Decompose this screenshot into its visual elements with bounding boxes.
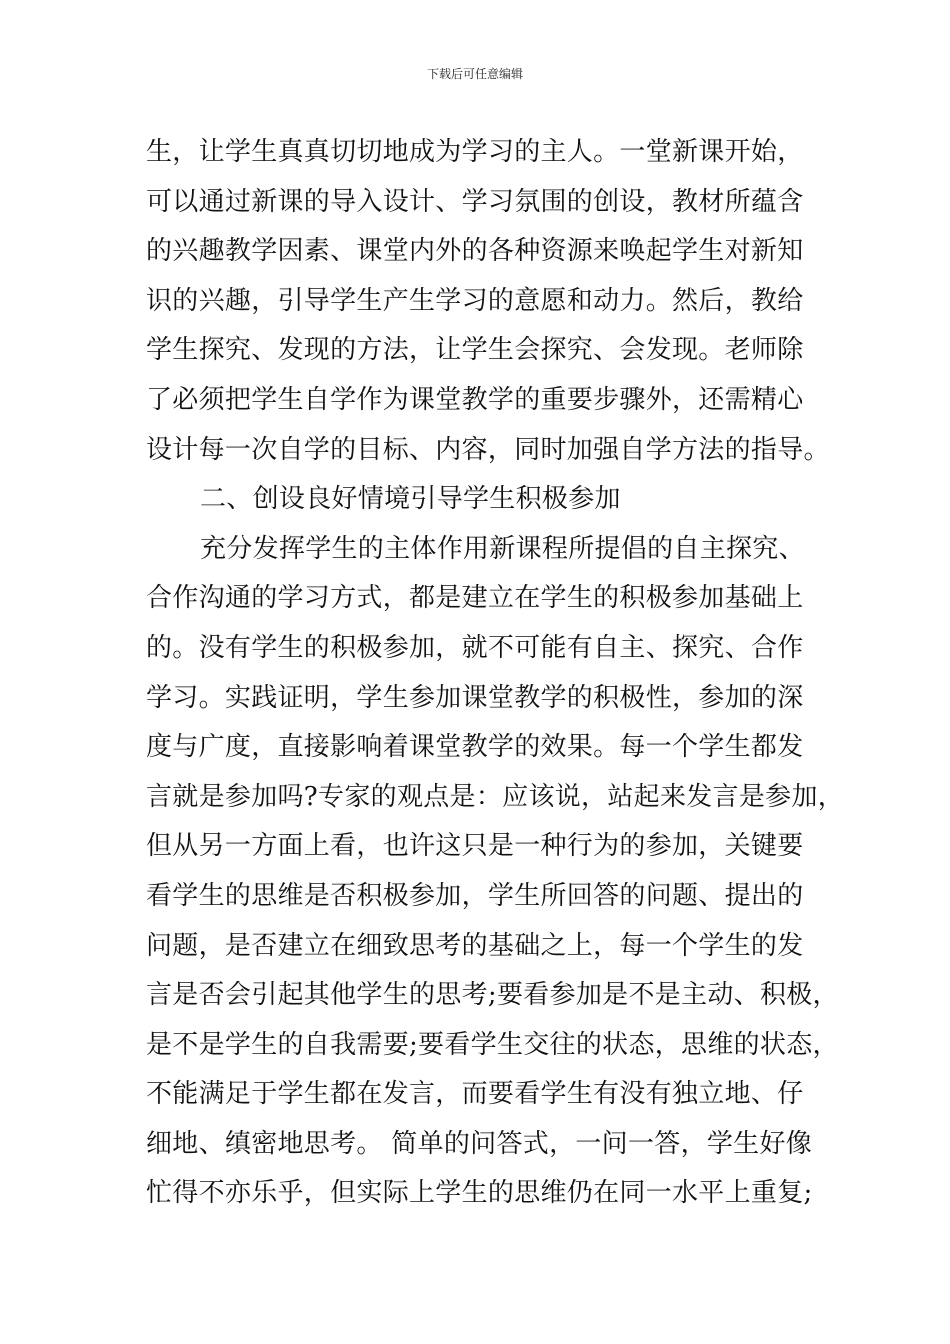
text-line: 问题，是否建立在细致思考的基础之上，每一个学生的发: [146, 930, 804, 961]
section-heading: [146, 475, 816, 525]
paragraph-1: [146, 128, 830, 475]
text-line: 细地、缜密地思考。 简单的问答式，一问一答，学生好像: [146, 1128, 813, 1159]
text-line: 看学生的思维是否积极参加，学生所回答的问题、提出的: [146, 880, 804, 911]
text-line: 但从另一方面上看，也许这只是一种行为的参加，关键要: [146, 831, 804, 862]
text-line: 学习。实践证明，学生参加课堂教学的积极性，参加的深: [146, 682, 804, 713]
text-line: 合作沟通的学习方式，都是建立在学生的积极参加基础上: [146, 583, 804, 614]
text-line: 不能满足于学生都在发言，而要看学生有没有独立地、仔: [146, 1079, 804, 1110]
text-line: 度与广度，直接影响着课堂教学的效果。每一个学生都发: [146, 732, 804, 763]
text-line: 充分发挥学生的主体作用新课程所提倡的自主探究、: [200, 533, 805, 564]
document-body: [146, 128, 845, 1219]
text-line: 是不是学生的自我需要;要看学生交往的状态，思维的状态，: [146, 1029, 839, 1060]
text-line: 识的兴趣，引导学生产生学习的意愿和动力。然后，教给: [146, 285, 804, 316]
text-line: 生，让学生真真切切地成为学习的主人。一堂新课开始，: [146, 137, 804, 167]
text-line: 言是否会引起其他学生的思考;要看参加是不是主动、积极，: [146, 980, 839, 1011]
text-line: 的。没有学生的积极参加，就不可能有自主、探究、合作: [146, 632, 804, 663]
text-line: 忙得不亦乐乎，但实际上学生的思维仍在同一水平上重复;: [146, 1178, 813, 1209]
paragraph-2: [146, 525, 845, 1219]
text-line: 可以通过新课的导入设计、学习氛围的创设，教材所蕴含: [146, 186, 804, 217]
text-line: 设计每一次自学的目标、内容，同时加强自学方法的指导。: [146, 434, 830, 465]
text-line: 了必须把学生自学作为课堂教学的重要步骤外，还需精心: [146, 384, 804, 415]
text-line: 学生探究、发现的方法，让学生会探究、会发现。老师除: [146, 335, 804, 366]
section-heading-text: 二、创设良好情境引导学生积极参加: [200, 484, 621, 515]
page-header: 下载后可任意编辑: [426, 67, 523, 81]
text-line: 的兴趣教学因素、课堂内外的各种资源来唤起学生对新知: [146, 236, 804, 267]
text-line: 言就是参加吗?专家的观点是：应该说，站起来发言是参加，: [146, 781, 845, 812]
